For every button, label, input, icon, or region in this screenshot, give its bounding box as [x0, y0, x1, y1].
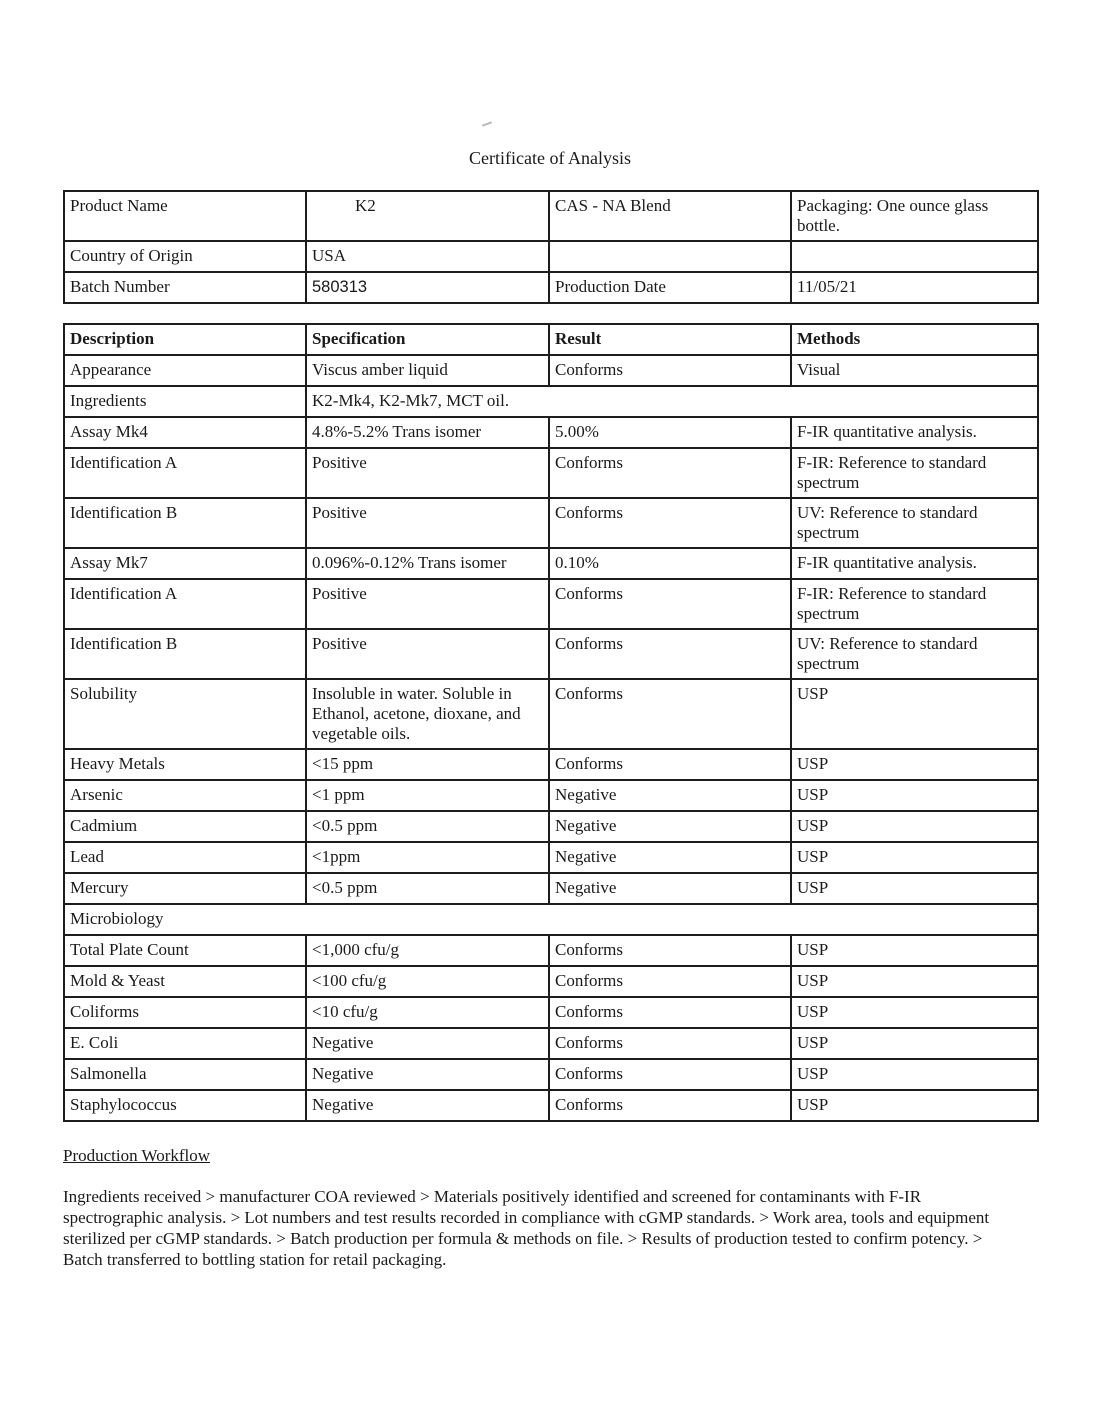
table-cell: Positive	[306, 629, 549, 679]
table-row	[64, 873, 1038, 904]
table-row	[64, 679, 1038, 749]
table-cell: F-IR: Reference to standard spectrum	[791, 448, 1038, 498]
table-cell: Insoluble in water. Soluble in Ethanol, acetone, dioxane, and vegetable oils.	[306, 679, 549, 749]
table-cell: Conforms	[549, 749, 791, 780]
table-row	[64, 417, 1038, 448]
table-cell: UV: Reference to standard spectrum	[791, 498, 1038, 548]
table-cell: 580313	[306, 272, 549, 303]
table-row	[64, 548, 1038, 579]
table-cell: Country of Origin	[64, 241, 306, 272]
table-cell: USP	[791, 873, 1038, 904]
table-cell: Assay Mk7	[64, 548, 306, 579]
table-cell: USP	[791, 997, 1038, 1028]
table-cell: Conforms	[549, 997, 791, 1028]
table-cell: <100 cfu/g	[306, 966, 549, 997]
table-cell: Microbiology	[64, 904, 1038, 935]
table-cell: Batch Number	[64, 272, 306, 303]
table-cell: Cadmium	[64, 811, 306, 842]
production-workflow-heading: Production Workflow	[63, 1146, 211, 1165]
table-cell: 0.10%	[549, 548, 791, 579]
table-cell: Negative	[549, 811, 791, 842]
table-cell: USP	[791, 679, 1038, 749]
table-row	[64, 966, 1038, 997]
table-cell: F-IR quantitative analysis.	[791, 548, 1038, 579]
table-cell: Conforms	[549, 679, 791, 749]
table-cell: <15 ppm	[306, 749, 549, 780]
table-cell: K2	[306, 191, 549, 241]
table-cell: Identification A	[64, 579, 306, 629]
table-row	[64, 811, 1038, 842]
table-row	[64, 904, 1038, 935]
table-cell: 0.096%-0.12% Trans isomer	[306, 548, 549, 579]
table-cell: <0.5 ppm	[306, 811, 549, 842]
table-cell: K2-Mk4, K2-Mk7, MCT oil.	[306, 386, 1038, 417]
table-cell: 5.00%	[549, 417, 791, 448]
table-cell: Identification B	[64, 498, 306, 548]
table-row	[64, 579, 1038, 629]
table-cell: Assay Mk4	[64, 417, 306, 448]
table-row	[64, 191, 1038, 241]
table-cell: Viscus amber liquid	[306, 355, 549, 386]
table-cell: Positive	[306, 579, 549, 629]
table-cell: USP	[791, 1090, 1038, 1121]
table-cell: Conforms	[549, 966, 791, 997]
analysis-results-table	[63, 323, 1039, 1122]
table-cell: UV: Reference to standard spectrum	[791, 629, 1038, 679]
table-cell: 11/05/21	[791, 272, 1038, 303]
table-cell: Conforms	[549, 935, 791, 966]
table-cell: USP	[791, 780, 1038, 811]
table-cell: Conforms	[549, 498, 791, 548]
table-cell: Negative	[549, 780, 791, 811]
document-title: Certificate of Analysis	[469, 148, 631, 168]
production-workflow-paragraph: Ingredients received > manufacturer COA reviewed > Materials positively identified and screened for contaminants with F-IR spectrographic analysis. > Lot numbers and test results recorded in compliance with cGMP standards. > Work area, tools and equipment sterilized per cGMP standards. > Batch production per formula & methods on file. > Results of production tested to confirm potency. > Batch transferred to bottling station for retail packaging.	[63, 1187, 990, 1269]
table-row	[64, 780, 1038, 811]
table-cell: CAS - NA Blend	[549, 191, 791, 241]
table-cell: USA	[306, 241, 549, 272]
scan-artifact-mark	[482, 121, 492, 126]
table-cell: <0.5 ppm	[306, 873, 549, 904]
table-cell: Description	[64, 324, 306, 355]
table-cell: Conforms	[549, 1028, 791, 1059]
table-cell: F-IR: Reference to standard spectrum	[791, 579, 1038, 629]
table-row	[64, 629, 1038, 679]
table-cell: USP	[791, 966, 1038, 997]
table-cell: Production Date	[549, 272, 791, 303]
table-cell: F-IR quantitative analysis.	[791, 417, 1038, 448]
table-cell: Total Plate Count	[64, 935, 306, 966]
table-cell: USP	[791, 811, 1038, 842]
table-row	[64, 355, 1038, 386]
table-row	[64, 498, 1038, 548]
table-cell: Appearance	[64, 355, 306, 386]
table-row	[64, 272, 1038, 303]
table-cell: Mercury	[64, 873, 306, 904]
table-cell: Lead	[64, 842, 306, 873]
table-cell: Conforms	[549, 629, 791, 679]
table-cell: Identification A	[64, 448, 306, 498]
table-cell: Heavy Metals	[64, 749, 306, 780]
table-cell: Conforms	[549, 1059, 791, 1090]
table-cell: Result	[549, 324, 791, 355]
table-cell: Visual	[791, 355, 1038, 386]
table-row	[64, 386, 1038, 417]
table-row	[64, 842, 1038, 873]
table-cell: <10 cfu/g	[306, 997, 549, 1028]
table-cell: USP	[791, 1028, 1038, 1059]
table-cell: E. Coli	[64, 1028, 306, 1059]
table-cell: <1,000 cfu/g	[306, 935, 549, 966]
table-cell: Packaging: One ounce glass bottle.	[791, 191, 1038, 241]
table-cell: Salmonella	[64, 1059, 306, 1090]
product-info-table	[63, 190, 1039, 304]
table-row	[64, 749, 1038, 780]
table-row	[64, 241, 1038, 272]
table-row	[64, 1090, 1038, 1121]
table-cell: Mold & Yeast	[64, 966, 306, 997]
table-cell	[549, 241, 791, 272]
table-cell: Staphylococcus	[64, 1090, 306, 1121]
table-row	[64, 935, 1038, 966]
table-cell: Coliforms	[64, 997, 306, 1028]
table-cell: 4.8%-5.2% Trans isomer	[306, 417, 549, 448]
table-cell: Negative	[549, 842, 791, 873]
table-cell: Methods	[791, 324, 1038, 355]
table-cell: USP	[791, 842, 1038, 873]
table-row	[64, 1059, 1038, 1090]
table-cell	[791, 241, 1038, 272]
table-cell: Solubility	[64, 679, 306, 749]
table-cell: Negative	[306, 1090, 549, 1121]
table-cell: Conforms	[549, 1090, 791, 1121]
table-cell: Positive	[306, 498, 549, 548]
table-cell: Ingredients	[64, 386, 306, 417]
table-cell: Product Name	[64, 191, 306, 241]
table-cell: Conforms	[549, 448, 791, 498]
table-row	[64, 324, 1038, 355]
table-cell: USP	[791, 749, 1038, 780]
table-cell: Negative	[306, 1028, 549, 1059]
table-cell: <1 ppm	[306, 780, 549, 811]
table-cell: Negative	[306, 1059, 549, 1090]
table-cell: <1ppm	[306, 842, 549, 873]
table-cell: USP	[791, 1059, 1038, 1090]
table-cell: Positive	[306, 448, 549, 498]
table-cell: Arsenic	[64, 780, 306, 811]
table-cell: Identification B	[64, 629, 306, 679]
table-cell: Conforms	[549, 579, 791, 629]
table-cell: Specification	[306, 324, 549, 355]
table-row	[64, 1028, 1038, 1059]
table-cell: Negative	[549, 873, 791, 904]
table-row	[64, 448, 1038, 498]
table-cell: Conforms	[549, 355, 791, 386]
table-row	[64, 997, 1038, 1028]
table-cell: USP	[791, 935, 1038, 966]
